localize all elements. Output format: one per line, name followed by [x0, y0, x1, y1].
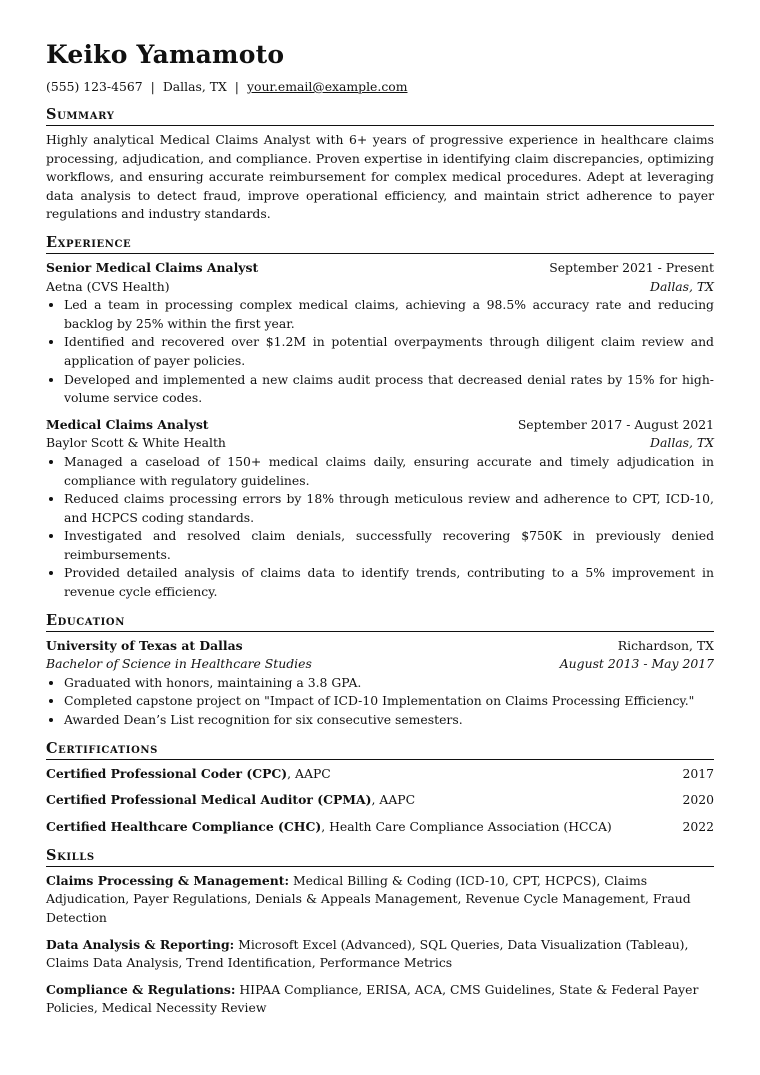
certification-name: Certified Professional Coder (CPC) [46, 765, 288, 781]
list-item: • Identified and recovered over $1.2M in potential overpayments through diligent claim review and application of payer policies. [64, 333, 714, 370]
skill-text: HIPAA Compliance, ERISA, ACA, CMS Guidelines, State & Federal Payer Policies, Medical Necessity Review [46, 981, 699, 1016]
education-section [46, 612, 714, 730]
section-title-certifications: Certifications [46, 740, 714, 760]
list-item: • Reduced claims processing errors by 18% through meticulous review and adherence to CPT, ICD-10, and HCPCS coding standards. [64, 490, 714, 527]
education-bullets [46, 674, 714, 730]
summary-text: Highly analytical Medical Claims Analyst with 6+ years of progressive experience in healthcare claims processing, adjudication, and compliance. Proven expertise in identifying claim discrepancies, optimizing workflows, and ensuring accurate reimbursement for complex medical procedures. Adept at leveraging data analysis to detect fraud, improve operational efficiency, and maintain strict adherence to payer regulations and industry standards. [46, 132, 714, 222]
section-title-experience: Experience [46, 234, 714, 254]
certifications-section [46, 740, 714, 837]
list-item: • Completed capstone project on "Impact of ICD-10 Implementation on Claims Processing Efficiency." [64, 692, 714, 711]
list-item: • Investigated and resolved claim denials, successfully recovering $750K in previously denied reimbursements. [64, 527, 714, 564]
certification-row [46, 818, 714, 837]
certification-row [46, 791, 714, 810]
candidate-name: Keiko Yamamoto [46, 40, 285, 69]
experience-section [46, 234, 714, 602]
job-location: Dallas, TX [650, 435, 714, 451]
job-dates: September 2021 - Present [549, 259, 714, 275]
skill-label: Compliance & Regulations: [46, 981, 236, 997]
contact-separator: | [150, 79, 155, 94]
skill-text: Medical Billing & Coding (ICD-10, CPT, HCPCS), Claims Adjudication, Payer Regulations, Denials & Appeals Management, Revenue Cycle Management, Fraud Detection [46, 872, 691, 925]
contact-line [46, 78, 714, 96]
degree-name: Bachelor of Science in Healthcare Studies [46, 656, 312, 672]
school-location: Richardson, TX [617, 637, 714, 653]
company-name: Baylor Scott & White Health [46, 435, 226, 451]
certification-year: 2022 [682, 819, 714, 835]
list-item: • Managed a caseload of 150+ medical claims daily, ensuring accurate and timely adjudication in compliance with regulatory guidelines. [64, 453, 714, 490]
certification-issuer: , Health Care Compliance Association (HCCA) [321, 819, 612, 835]
section-title-education: Education [46, 612, 714, 632]
certification-year: 2020 [682, 792, 714, 808]
school-name: University of Texas at Dallas [46, 637, 243, 653]
skill-group [46, 936, 714, 973]
section-title-summary: Summary [46, 106, 714, 126]
skill-text: Microsoft Excel (Advanced), SQL Queries, Data Visualization (Tableau), Claims Data Analysis, Trend Identification, Performance Metrics [46, 936, 689, 971]
certification-name: Certified Healthcare Compliance (CHC) [46, 819, 322, 835]
summary-section [46, 106, 714, 224]
certification-issuer: , AAPC [287, 765, 331, 781]
list-item: • Led a team in processing complex medical claims, achieving a 98.5% accuracy rate and reducing backlog by 25% within the first year. [64, 296, 714, 333]
email-link[interactable]: your.email@example.com [246, 79, 408, 94]
job-location: Dallas, TX [650, 278, 714, 294]
job-title: Medical Claims Analyst [46, 416, 209, 432]
list-item: • Awarded Dean’s List recognition for six consecutive semesters. [64, 711, 714, 730]
certification-name: Certified Professional Medical Auditor (CPMA) [46, 792, 372, 808]
skills-section [46, 847, 714, 1018]
section-title-skills: Skills [46, 847, 714, 867]
location: Dallas, TX [162, 79, 227, 94]
job-entry [46, 416, 714, 602]
job-entry [46, 259, 714, 408]
skill-group [46, 981, 714, 1018]
skill-group [46, 872, 714, 928]
certification-year: 2017 [682, 765, 714, 781]
skill-label: Claims Processing & Management: [46, 872, 290, 888]
job-bullets [46, 296, 714, 408]
list-item: • Graduated with honors, maintaining a 3.8 GPA. [64, 674, 714, 693]
education-dates: August 2013 - May 2017 [559, 656, 714, 672]
list-item: • Developed and implemented a new claims audit process that decreased denial rates by 15% for high-volume service codes. [64, 371, 714, 408]
certification-row [46, 765, 714, 784]
list-item: • Provided detailed analysis of claims data to identify trends, contributing to a 5% improvement in revenue cycle efficiency. [64, 564, 714, 601]
job-bullets [46, 453, 714, 602]
certification-issuer: , AAPC [371, 792, 416, 808]
phone-number: (555) 123-4567 [46, 79, 143, 94]
contact-separator: | [234, 79, 239, 94]
job-title: Senior Medical Claims Analyst [46, 259, 259, 275]
company-name: Aetna (CVS Health) [46, 278, 170, 294]
job-dates: September 2017 - August 2021 [517, 416, 714, 432]
skill-label: Data Analysis & Reporting: [46, 936, 235, 952]
